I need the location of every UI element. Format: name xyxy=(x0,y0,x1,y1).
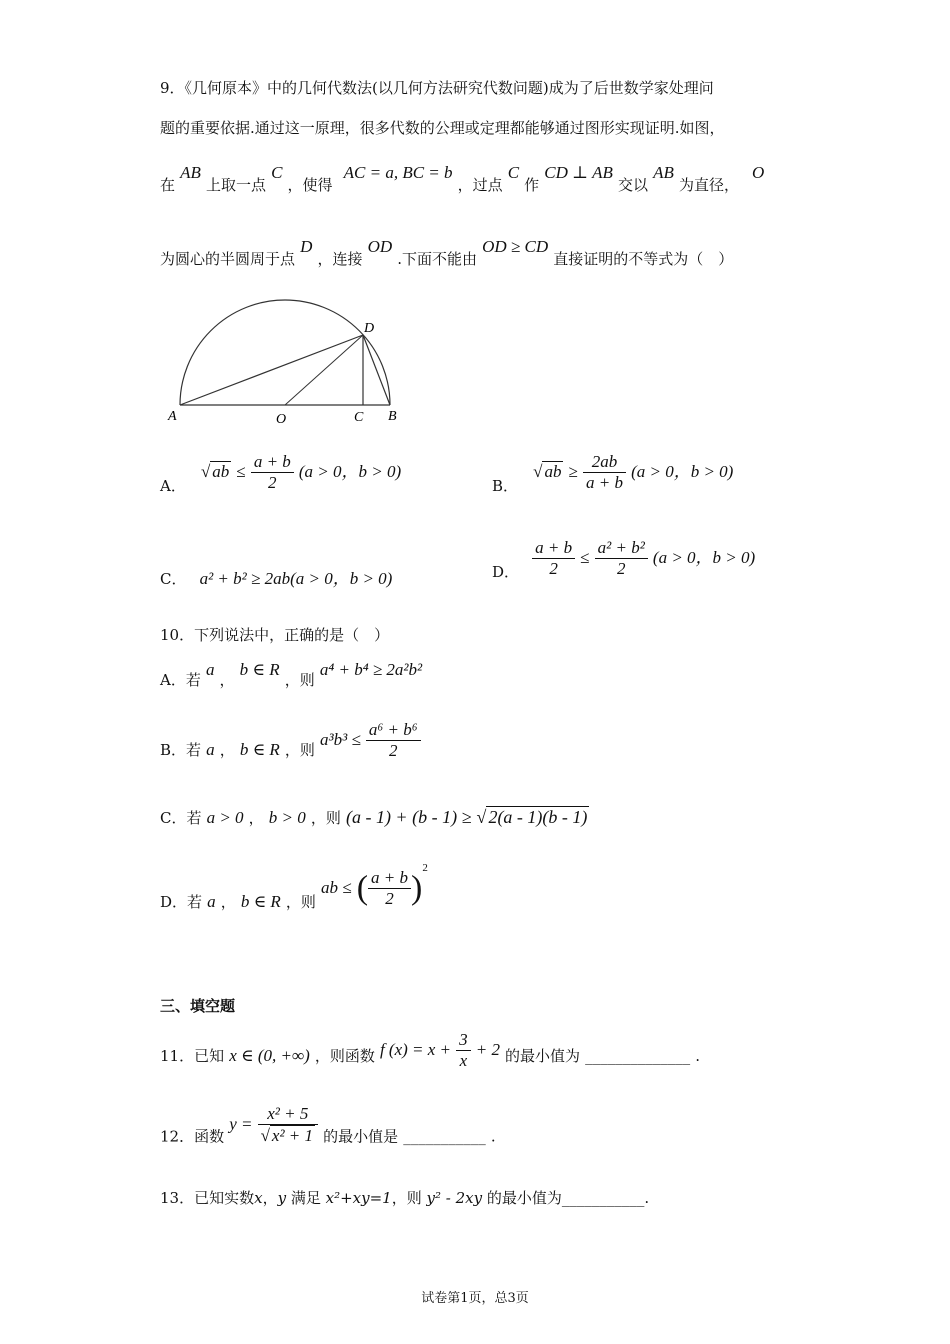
q13-text4: 的最小值为 xyxy=(486,1189,562,1207)
option-b-rel: ≥ xyxy=(568,462,578,481)
q12: 12．函数 y = $\frac{\text{x² + 5}}{\text{√ x² + 1}}$ 的最小值是 ___________ . xyxy=(160,1104,496,1146)
q11-tail: + 2 xyxy=(475,1040,500,1059)
q10-a-expr: a⁴ + b⁴ ≥ 2a²b² xyxy=(319,660,423,679)
option-a-rel: ≤ xyxy=(236,462,246,481)
q13-blank[interactable]: ___________ xyxy=(561,1189,645,1207)
q9-line3 xyxy=(160,163,764,195)
q11-fx: f (x) = x + xyxy=(379,1040,452,1059)
q10-d-lhs: ab ≤ xyxy=(321,878,352,897)
option-b-cond: (a > 0，b > 0) xyxy=(631,462,734,481)
q10-d-den: 2 xyxy=(385,889,394,908)
q12-den: x² + 1 xyxy=(271,1126,314,1145)
q10-c-then: ，则 xyxy=(310,809,341,827)
q13-text2: 满足 xyxy=(290,1189,321,1207)
q10-d-then: ，则 xyxy=(285,893,316,911)
q10-c-b: b > 0 xyxy=(268,808,306,827)
semicircle-arc xyxy=(180,300,390,405)
option-a-label: A． xyxy=(160,477,186,495)
q9-option-d xyxy=(492,538,755,582)
q10-d-exp: 2 xyxy=(422,862,428,874)
option-b-num: 2ab xyxy=(583,452,626,473)
q11-domain: x ∈ (0, +∞) xyxy=(229,1046,310,1065)
q10-a-var: a xyxy=(205,660,215,679)
q10-b-sep: ， xyxy=(219,741,235,759)
q9-option-a: A． √ ab ≤ $\frac{a + b}{2}$ (a > 0，b > 0) xyxy=(160,452,402,495)
q9-l3-e: 作 xyxy=(524,176,540,194)
option-d-num1: a + b xyxy=(532,538,575,559)
option-d-num2: a² + b² xyxy=(595,538,648,559)
q9-l4-D: D xyxy=(300,237,313,256)
q11-den: x xyxy=(459,1051,468,1070)
q9-l3-g: 为直径， xyxy=(678,176,739,194)
q9-l3-AB2: AB xyxy=(653,163,674,182)
q9-l3-AB: AB xyxy=(180,163,201,182)
option-b-sqrt: ab xyxy=(544,462,562,481)
q10-c-label: C．若 xyxy=(160,809,202,827)
q9-l3-C2: C xyxy=(507,163,520,182)
q13 xyxy=(160,1187,649,1208)
q10-b-label: B．若 xyxy=(160,741,202,759)
q9-l3-a: 在 xyxy=(160,176,176,194)
q9-l4-b: ，连接 xyxy=(317,250,363,268)
q11 xyxy=(160,1030,700,1071)
q9-option-b: B． √ ab ≥ $\frac{2ab}{a + b}$ (a > 0，b > 0) xyxy=(492,452,734,495)
fig-label-B: B xyxy=(388,409,397,424)
option-d-cond: (a > 0，b > 0) xyxy=(652,548,756,567)
q10-d-num: a + b xyxy=(368,868,411,889)
option-a-cond: (a > 0，b > 0) xyxy=(298,462,402,481)
fig-label-O: O xyxy=(276,412,287,427)
q10-stem: 10．下列说法中，正确的是（ ） xyxy=(160,626,390,644)
q9-l3-O: O xyxy=(752,163,765,182)
q10-b-var: a xyxy=(206,740,215,759)
q9-l3-b: 上取一点 xyxy=(205,176,266,194)
segment-AD xyxy=(180,335,363,405)
q9-line4 xyxy=(160,237,733,269)
segment-OD xyxy=(285,335,363,405)
q12-blank[interactable]: ___________ xyxy=(403,1127,486,1146)
q12-pre: 12．函数 xyxy=(160,1127,225,1146)
q10-b-den: 2 xyxy=(389,741,398,760)
q9-l3-f: 交以 xyxy=(617,176,648,194)
q9-l4-d: 直接证明的不等式为（ ） xyxy=(553,250,734,268)
q10-b-then: ，则 xyxy=(284,741,315,759)
q10-b-num: a⁶ + b⁶ xyxy=(366,720,421,741)
segment-DB xyxy=(363,335,390,405)
section-title: 三、填空题 xyxy=(160,997,236,1015)
fig-label-A: A xyxy=(168,409,177,424)
q9-l3-d: ，过点 xyxy=(457,176,503,194)
semicircle-figure xyxy=(160,295,410,430)
q10-d-var: a xyxy=(207,892,216,911)
q13-comma: ， xyxy=(262,1189,278,1207)
q11-end: . xyxy=(695,1047,701,1065)
q9-l4-c: .下面不能由 xyxy=(397,250,478,268)
option-c-label: C． xyxy=(160,570,187,588)
q11-num: 3 xyxy=(456,1030,471,1051)
q10-option-a xyxy=(160,660,422,690)
q11-blank[interactable]: ______________ xyxy=(585,1047,691,1065)
q10-b-lhs: a³b³ ≤ xyxy=(320,730,361,749)
q10-d-sep: ， xyxy=(220,893,236,911)
q10-c-sep: ， xyxy=(248,809,264,827)
q12-y: y = xyxy=(229,1114,253,1134)
option-a-den: 2 xyxy=(268,473,277,492)
option-a-sqrt: ab xyxy=(212,462,230,481)
q13-expr: y² - 2xy xyxy=(426,1189,483,1207)
option-c-expr: a² + b² ≥ 2ab(a > 0，b > 0) xyxy=(199,569,393,588)
q10-c-lhs: (a - 1) + (b - 1) ≥ xyxy=(345,807,472,827)
q9-l4-OD: OD xyxy=(367,237,393,256)
q10-c-var: a > 0 xyxy=(206,808,244,827)
q13-end: . xyxy=(644,1189,650,1207)
page-footer: 试卷第1页，总3页 xyxy=(421,1291,529,1306)
q9-line1: 9．《几何原本》中的几何代数法(以几何方法研究代数问题)成为了后世数学家处理问 xyxy=(160,79,714,97)
q9-l4-ineq: OD ≥ CD xyxy=(482,237,549,256)
q11-pre: 11．已知 xyxy=(160,1047,225,1065)
option-a-num: a + b xyxy=(251,452,294,473)
q13-x: x xyxy=(254,1189,263,1207)
option-d-label: D． xyxy=(492,563,520,581)
option-d-rel: ≤ xyxy=(580,548,590,567)
q9-l3-C: C xyxy=(271,163,283,182)
q10-d-label: D．若 xyxy=(160,893,203,911)
q10-option-c: C．若 a > 0 ， b > 0 ，则 (a - 1) + (b - 1) ≥ √ 2(a - 1)(b - 1) xyxy=(160,807,588,827)
q12-post: 的最小值是 xyxy=(323,1127,399,1146)
q9-l3-c: ，使得 xyxy=(287,176,333,194)
q10-a-then: ，则 xyxy=(284,671,315,689)
option-d-den1: 2 xyxy=(549,559,558,578)
option-d-den2: 2 xyxy=(616,559,626,578)
q11-post: 的最小值为 xyxy=(505,1047,581,1065)
fig-label-D: D xyxy=(364,321,375,336)
q9-l4-a: 为圆心的半圆周于点 xyxy=(160,250,296,268)
q10-option-b xyxy=(160,720,421,761)
q10-b-b: b ∈ R xyxy=(239,740,280,759)
q9-line2: 题的重要依据.通过这一原理，很多代数的公理或定理都能够通过图形实现证明.如图， xyxy=(160,119,725,137)
q13-cond: x²+xy=1 xyxy=(325,1189,392,1207)
q12-num: x² + 5 xyxy=(258,1104,318,1125)
q10-a-label: A．若 xyxy=(160,671,201,689)
q13-y: y xyxy=(277,1189,287,1207)
q10-option-d: D．若 a ， b ∈ R ，则 ab ≤ ( $\frac{a + b}{2}$ )$^2$ xyxy=(160,862,428,911)
q10-d-b: b ∈ R xyxy=(240,892,281,911)
option-b-den: a + b xyxy=(586,473,623,492)
q11-mid: ，则函数 xyxy=(314,1047,375,1065)
q10-c-sqrt: 2(a - 1)(b - 1) xyxy=(488,807,588,827)
q9-l3-eq: AC = a, BC = b xyxy=(343,163,453,182)
q10-a-sep: ， xyxy=(219,671,235,689)
q13-text3: ，则 xyxy=(391,1189,422,1207)
option-b-label: B． xyxy=(492,477,519,495)
q9-l3-perp: CD ⊥ AB xyxy=(544,163,613,182)
q10-a-b: b ∈ R xyxy=(239,660,280,679)
fig-label-C: C xyxy=(354,410,364,425)
q13-text1: 13．已知实数 xyxy=(160,1189,255,1207)
q9-option-c xyxy=(160,564,392,589)
q12-end: . xyxy=(490,1127,496,1146)
